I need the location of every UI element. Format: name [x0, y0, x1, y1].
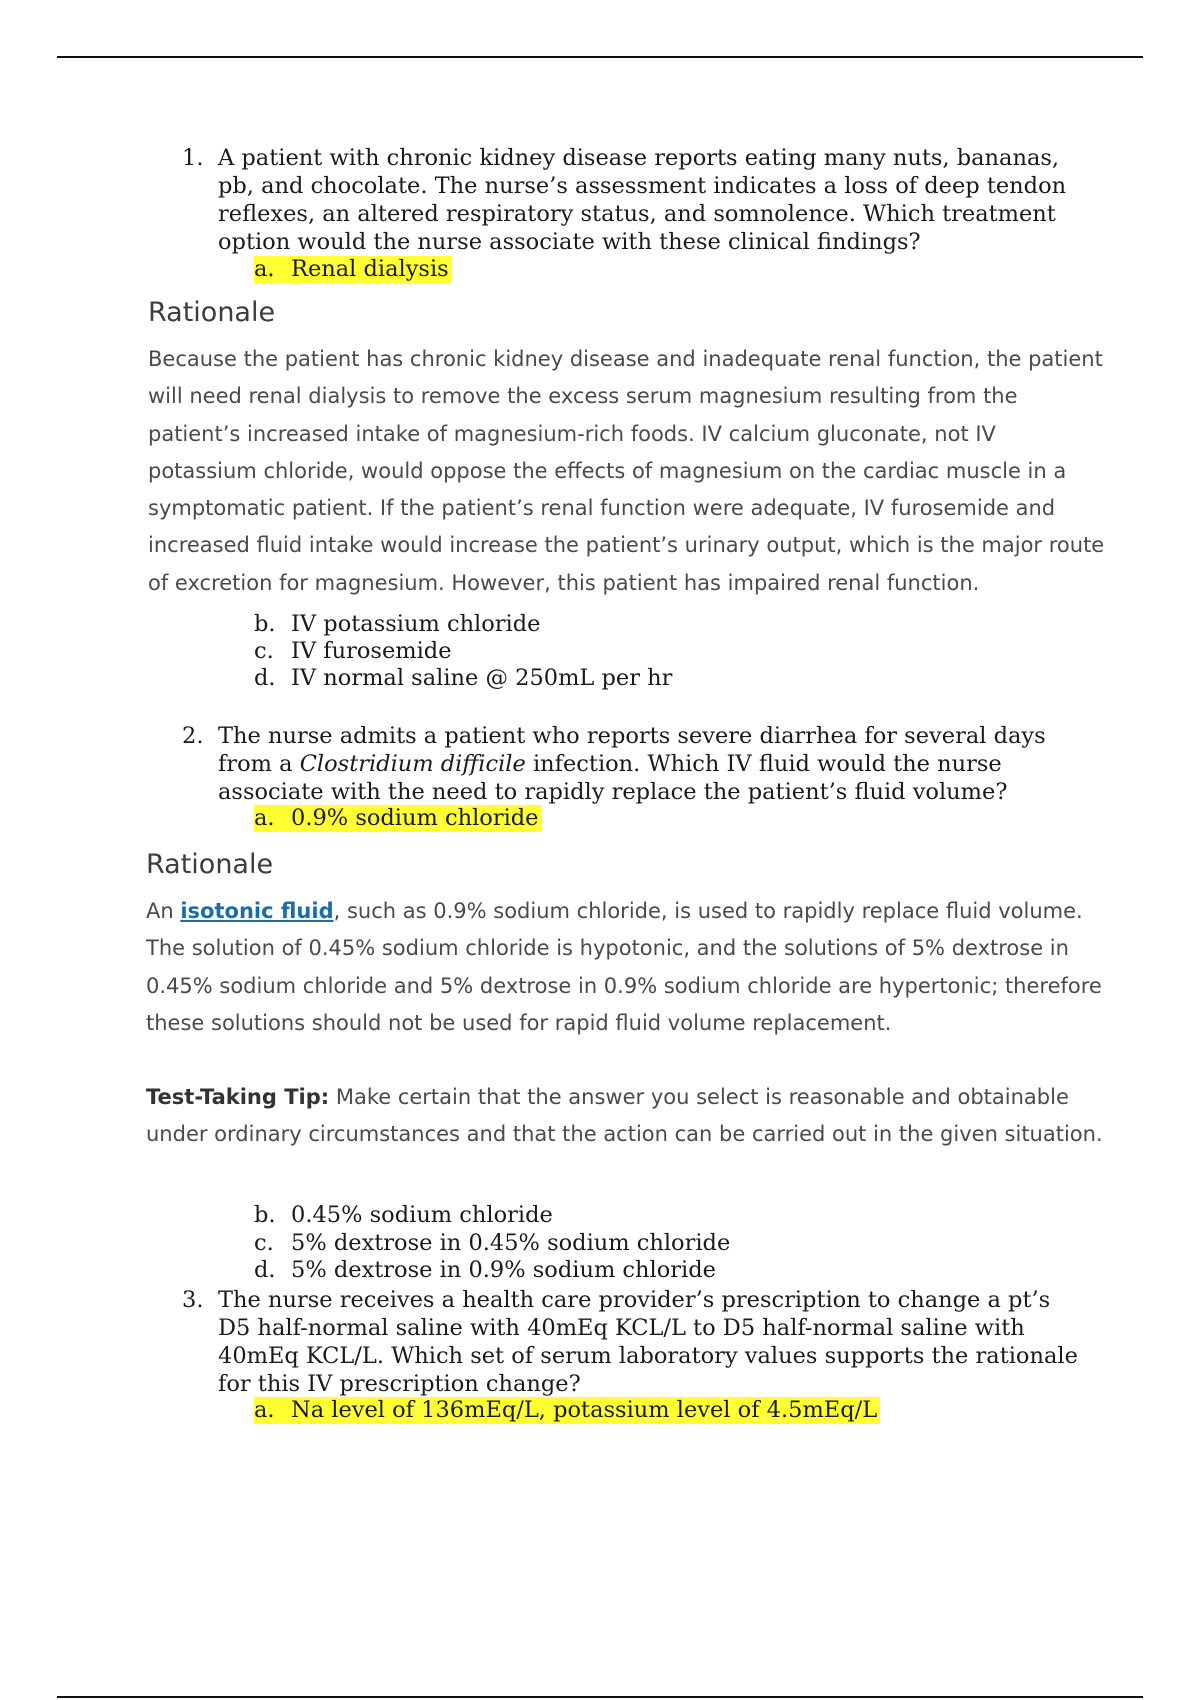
question-number: 1.: [182, 145, 204, 171]
rationale-text: [146, 893, 1106, 1042]
option-letter: a.: [254, 1397, 275, 1423]
isotonic-fluid-link[interactable]: isotonic fluid: [180, 899, 334, 923]
rationale-block-2: [146, 849, 1106, 1154]
rationale-text-part: , such as 0.9% sodium chloride, is used to rapidly replace fluid volume. The solution of 0.45% sodium chloride is hypotonic, and the solutions of 5% dextrose in 0.45% sodium chloride and 5% dextrose in 0.9% sodium chloride are hypertonic; therefore these solutions should not be used for rapid fluid volume replacement.: [146, 899, 1102, 1035]
option-text: IV furosemide: [291, 638, 452, 664]
question-number: 3.: [182, 1287, 204, 1313]
rationale-heading: Rationale: [148, 297, 276, 328]
option-letter: b.: [254, 611, 276, 637]
answer-option: [254, 1202, 553, 1229]
option-letter: a.: [254, 256, 275, 282]
correct-answer-option: [254, 256, 452, 283]
option-letter: d.: [254, 665, 276, 691]
bottom-rule: [57, 1696, 1143, 1698]
option-letter: b.: [254, 1202, 276, 1228]
option-letter: a.: [254, 805, 275, 831]
answer-option: [254, 665, 672, 692]
option-text: 5% dextrose in 0.9% sodium chloride: [291, 1257, 716, 1283]
option-text: Renal dialysis: [291, 256, 449, 282]
option-text: 5% dextrose in 0.45% sodium chloride: [291, 1230, 731, 1256]
option-letter: d.: [254, 1257, 276, 1283]
rationale-heading: Rationale: [146, 849, 274, 880]
option-text: IV normal saline @ 250mL per hr: [291, 665, 673, 691]
rationale-block-1: [148, 297, 1108, 602]
option-text: Na level of 136mEq/L, potassium level of 4.5mEq/L: [291, 1397, 878, 1423]
option-text: IV potassium chloride: [291, 611, 541, 637]
question-1: [182, 144, 1082, 256]
answer-option: [254, 638, 452, 665]
rationale-text-part: An: [146, 899, 181, 923]
tip-label: Test-Taking Tip:: [146, 1085, 330, 1110]
correct-answer-option: [254, 805, 542, 832]
question-text-part: infection. Which IV fluid would the nurse associate with the need to rapidly replace the patient’s fluid volume?: [218, 751, 1008, 805]
answer-option: [254, 1257, 716, 1284]
answer-option: [254, 1230, 730, 1257]
correct-answer-option: [254, 1397, 880, 1424]
question-3: [182, 1286, 1082, 1398]
question-text-part: The nurse admits a patient who reports severe diarrhea for several days from a: [218, 723, 1046, 777]
question-text: [218, 722, 1082, 806]
question-text: The nurse receives a health care provider’s prescription to change a pt’s D5 half-normal saline with 40mEq KCL/L to D5 half-normal saline with 40mEq KCL/L. Which set of serum laboratory values supports the rationale for this IV prescription change?: [218, 1287, 1078, 1397]
test-taking-tip: [146, 1079, 1106, 1154]
rationale-text: Because the patient has chronic kidney disease and inadequate renal function, the patient will need renal dialysis to remove the excess serum magnesium resulting from the patient’s increased intake of magnesium-rich foods. IV calcium gluconate, not IV potassium chloride, would oppose the effects of magnesium on the cardiac muscle in a symptomatic patient. If the patient’s renal function were adequate, IV furosemide and increased fluid intake would increase the patient’s urinary output, which is the major route of excretion for magnesium. However, this patient has impaired renal function.: [148, 347, 1105, 595]
organism-name: Clostridium difficile: [299, 751, 526, 777]
question-text: A patient with chronic kidney disease reports eating many nuts, bananas, pb, and chocolate. The nurse’s assessment indicates a loss of deep tendon reflexes, an altered respiratory status, and somnolence. Which treatment option would the nurse associate with these clinical findings?: [218, 145, 1067, 255]
top-rule: [57, 56, 1143, 58]
tip-text: Make certain that the answer you select is reasonable and obtainable under ordinary circumstances and that the action can be carried out in the given situation.: [146, 1085, 1103, 1147]
question-2: [182, 722, 1082, 806]
question-number: 2.: [182, 723, 204, 749]
answer-option: [254, 611, 540, 638]
option-letter: c.: [254, 1230, 274, 1256]
option-text: 0.45% sodium chloride: [291, 1202, 553, 1228]
option-text: 0.9% sodium chloride: [291, 805, 539, 831]
option-letter: c.: [254, 638, 274, 664]
